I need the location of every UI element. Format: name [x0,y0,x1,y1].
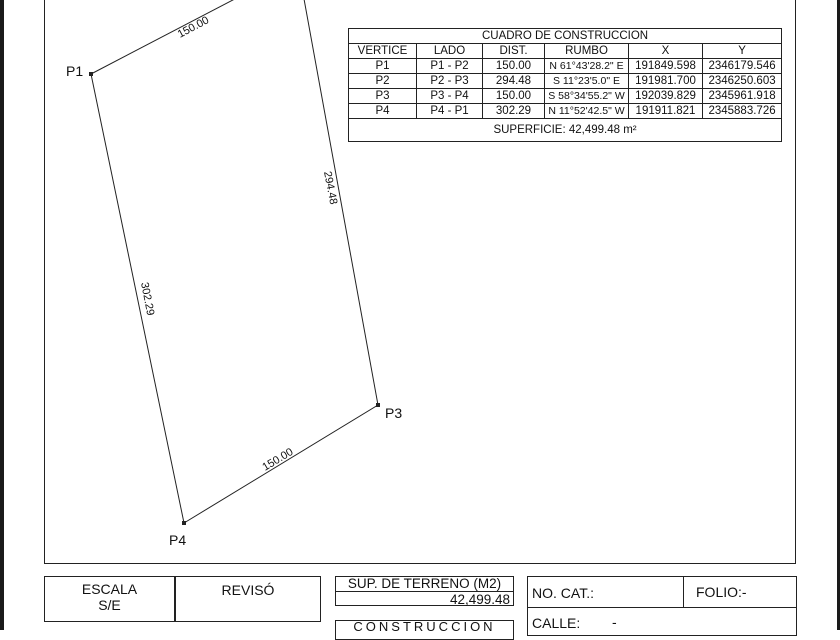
lado-cell: P4 - P1 [417,104,483,119]
vertice-cell: P4 [349,104,417,119]
folio-label: FOLIO:- [696,584,747,600]
side-label-p3-p4: 150.00 [260,445,296,474]
construccion-box [335,620,514,640]
table-row [349,74,782,89]
x-cell: 191849.598 [629,59,703,74]
side-label-p1-p2: 150.00 [175,14,212,41]
no-cat-label: NO. CAT.: [532,585,594,601]
sup-terreno-label: SUP. DE TERRENO (M2) [336,577,513,592]
sup-terreno-value: 42,499.48 [449,592,510,607]
table-row [349,104,782,119]
calle-label: CALLE: [532,615,581,631]
vertice-cell: P2 [349,74,417,89]
cuadro-header-cell: DIST. [483,44,545,59]
rumbo-cell: S 11°23'5.0" E [545,74,629,89]
escala-box [44,576,175,622]
reviso-label: REVISÓ [221,582,275,598]
table-row [349,59,782,74]
lado-cell: P3 - P4 [417,89,483,104]
dist-cell: 150.00 [483,59,545,74]
vertex-marker-p4 [182,521,186,525]
vertice-cell: P1 [349,59,417,74]
x-cell: 192039.829 [629,89,703,104]
catastro-row [528,577,796,608]
reviso-box [175,576,321,622]
cuadro-header-cell: Y [703,44,782,59]
calle-value: - [612,614,617,630]
vertice-cell: P3 [349,89,417,104]
dist-cell: 294.48 [483,74,545,89]
cuadro-header-row [349,44,782,59]
vertex-label-p3: P3 [385,405,403,421]
plot-boundary [91,0,378,523]
cuadro-header-cell: RUMBO [545,44,629,59]
lado-cell: P2 - P3 [417,74,483,89]
x-cell: 191981.700 [629,74,703,89]
vertex-label-p4: P4 [169,532,187,548]
rumbo-cell: S 58°34'55.2" W [545,89,629,104]
cuadro-de-construccion-table [348,28,782,142]
vertex-label-p1: P1 [66,63,84,79]
sup-terreno-box [335,576,514,606]
escala-label: ESCALA [81,581,138,597]
cuadro-header-cell: LADO [417,44,483,59]
cuadro-header-cell: VERTICE [349,44,417,59]
y-cell: 2346179.546 [703,59,782,74]
table-row [349,89,782,104]
superficie-total: SUPERFICIE: 42,499.48 m² [349,119,782,142]
vertex-marker-p1 [89,72,93,76]
x-cell: 191911.821 [629,104,703,119]
side-label-p4-p1: 302.29 [138,281,157,317]
cuadro-title: CUADRO DE CONSTRUCCION [349,29,782,44]
lado-cell: P1 - P2 [417,59,483,74]
cuadro-header-cell: X [629,44,703,59]
escala-value: S/E [98,597,121,613]
dist-cell: 302.29 [483,104,545,119]
side-label-p2-p3: 294.48 [321,170,340,206]
rumbo-cell: N 11°52'42.5" W [545,104,629,119]
catastro-divider [683,577,684,607]
y-cell: 2345961.918 [703,89,782,104]
rumbo-cell: N 61°43'28.2" E [545,59,629,74]
y-cell: 2346250.603 [703,74,782,89]
construccion-label: CONSTRUCCION [353,619,496,634]
y-cell: 2345883.726 [703,104,782,119]
vertex-marker-p3 [376,403,380,407]
catastro-box [527,576,797,636]
dist-cell: 150.00 [483,89,545,104]
